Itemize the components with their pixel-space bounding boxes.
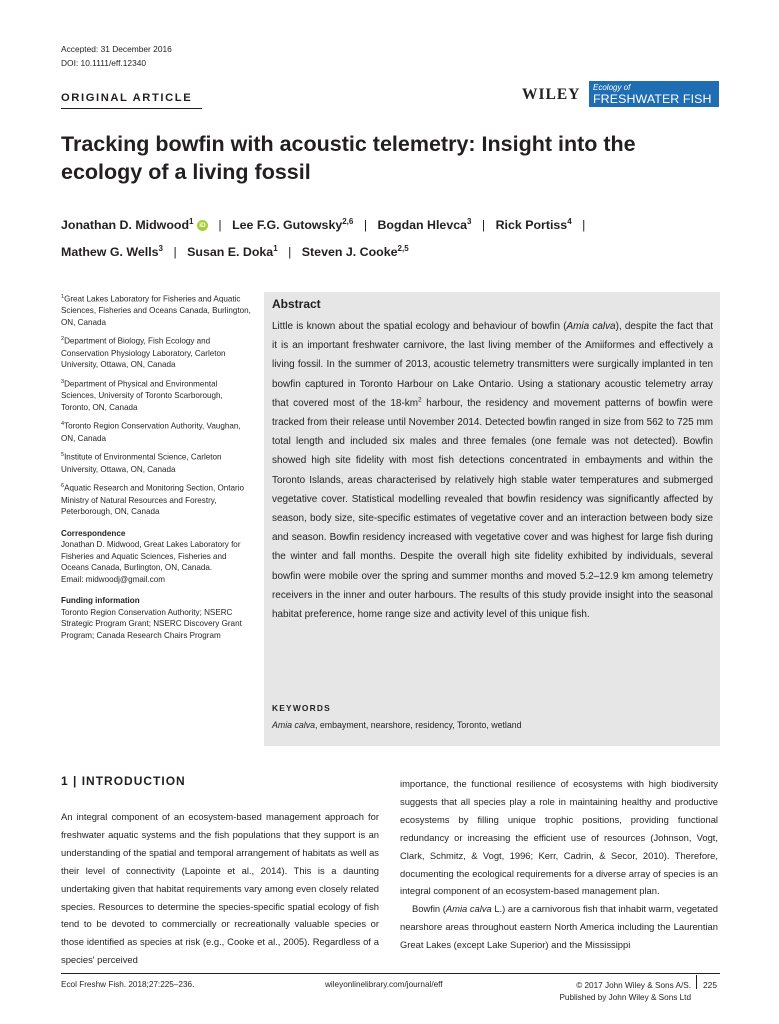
paragraph: importance, the functional resilience of ecosystems with high biodiversity suggests that all species play a role in maintaining healthy and productive ecosystems by filling unique trophic positions, providing functional redundancy or increasing the efficient use of resources (Johnson, Vogt, Clark, Schmitz, & Vogt, 1996; Kerr, Cadrin, & Secor, 2010). Therefore, documenting the ecological requirements for a diverse array of species is an integral component of an ecosystem-based management plan. xyxy=(400,778,718,897)
author-sup: 1 xyxy=(189,217,194,226)
affiliation xyxy=(61,377,251,413)
author-list xyxy=(61,210,741,264)
affiliation-sup: 1 xyxy=(61,294,65,300)
abstract-part: Little is known about the spatial ecology and behaviour of bowfin ( xyxy=(272,321,567,332)
author-sup: 3 xyxy=(467,217,472,226)
accepted-date: Accepted: 31 December 2016 xyxy=(61,44,172,54)
author-sup: 4 xyxy=(567,217,572,226)
article-title: Tracking bowfin with acoustic telemetry: Insight into the ecology of a living fossil xyxy=(61,132,636,184)
affiliation-text: Aquatic Research and Monitoring Section, Ontario Ministry of Natural Resources and Forestry, Peterborough, ON, Canada xyxy=(61,484,245,517)
article-type-underline xyxy=(61,108,202,109)
correspondence-text: Jonathan D. Midwood, Great Lakes Laboratory for Fisheries and Aquatic Sciences, Fisheries and Oceans Canada, Burlington, ON, Canada. xyxy=(61,540,241,573)
keywords-rest: , embayment, nearshore, residency, Toronto, wetland xyxy=(315,720,522,730)
journal-logo-big: FRESHWATER FISH xyxy=(593,92,712,106)
correspondence-heading: Correspondence xyxy=(61,528,126,538)
author-name[interactable]: Lee F.G. Gutowsky xyxy=(232,218,343,233)
abstract-box xyxy=(264,292,720,746)
keywords-heading: KEYWORDS xyxy=(272,703,331,713)
paragraph: An integral component of an ecosystem-based management approach for freshwater aquatic systems and the fish populations that they support is an understanding of the spatial and temporal arrangement of habitats as well as their level of connectivity (Lapointe et al., 2014). This is a daunting undertaking given that habitat requirements vary among even closely related species. Resources to determine the species-specific spatial ecology of fish tend to be devoted to commercially or recreationally valuable species or those identified as species at risk (e.g., Cooke et al., 2005). Regardless of a species' perceived xyxy=(61,811,379,966)
affiliation-sup: 2 xyxy=(61,336,65,343)
abstract-part: harbour, the residency and movement patterns of bowfin were tracked from their release until November 2014. Detected bowfin ranged in size from 562 to 725 mm total length and included six males and three females (one female was not detected). Bowfin showed high site fidelity with most fish detections concentrated in embayments and within the Toronto Islands, areas characterised by relatively high stable water temperatures and submerged vegetative cover. Statistical modelling revealed that bowfin residency was significantly affected by season, body size, site-specific estimates of vegetative cover and an interaction between body size and season. Bowfin residency increased with vegetative cover and was highest for large fish during the winter and fall months. Despite the overall high site fidelity exhibited by individuals, several bowfin were mobile over the spring and summer months and moved 5.2–12.9 km among telemetry receivers in the inner and outer harbours. The results of this study provide insight into the seasonal habitat preference, home range size and activity level of this unique fish. xyxy=(272,397,713,621)
funding-text: Toronto Region Conservation Authority; NSERC Strategic Program Grant; NSERC Discovery Grant Program; Canada Research Chairs Program xyxy=(61,607,242,640)
abstract-sup: 2 xyxy=(418,396,422,404)
author-separator: | xyxy=(288,245,292,260)
affiliation-text: Department of Physical and Environmental Sciences, University of Toronto Scarborough, Toronto, ON, Canada xyxy=(61,379,223,412)
author-separator: | xyxy=(363,218,368,233)
author-sup: 3 xyxy=(158,244,163,254)
footer-copyright xyxy=(549,980,691,1003)
keywords-text xyxy=(272,720,522,730)
paragraph-part: Bowfin ( xyxy=(412,903,446,915)
author-separator: | xyxy=(481,218,486,233)
author-name[interactable]: Steven J. Cooke xyxy=(301,245,398,260)
publisher-logo: WILEY xyxy=(522,86,581,103)
affiliation xyxy=(61,334,251,370)
section-heading-introduction: 1 | INTRODUCTION xyxy=(61,774,186,788)
page-number: 225 xyxy=(703,980,717,990)
affiliation-sup: 5 xyxy=(61,452,65,459)
abstract-heading: Abstract xyxy=(272,297,321,311)
correspondence-email[interactable]: Email: midwoodj@gmail.com xyxy=(61,574,166,584)
publisher-line: Published by John Wiley & Sons Ltd xyxy=(559,992,691,1002)
copyright-line: © 2017 John Wiley & Sons A/S. xyxy=(576,981,691,990)
author-name[interactable]: Bogdan Hlevca xyxy=(377,218,467,233)
doi: DOI: 10.1111/eff.12340 xyxy=(61,58,147,68)
journal-logo xyxy=(589,81,719,107)
body-column-1 xyxy=(61,808,379,969)
footer-divider xyxy=(696,975,697,989)
paragraph-species: Amia calva xyxy=(445,903,492,915)
footer-citation: Ecol Freshw Fish. 2018;27:225–236. xyxy=(61,980,195,989)
affiliation-text: Institute of Environmental Science, Carleton University, Ottawa, ON, Canada xyxy=(61,453,222,474)
author-name[interactable]: Susan E. Doka xyxy=(187,245,274,260)
author-separator: | xyxy=(582,218,586,233)
affiliation-text: Toronto Region Conservation Authority, Vaughan, ON, Canada xyxy=(61,422,241,443)
footer-url[interactable]: wileyonlinelibrary.com/journal/eff xyxy=(325,980,443,989)
paragraph xyxy=(400,900,718,954)
affiliation-text: Great Lakes Laboratory for Fisheries and Aquatic Sciences, Fisheries and Oceans Canada, Burlington, ON, Canada xyxy=(61,294,251,327)
affiliation xyxy=(61,450,251,475)
author-name[interactable]: Rick Portiss xyxy=(495,218,568,233)
author-sup: 2,5 xyxy=(397,244,409,254)
affiliation xyxy=(61,419,251,444)
author-sup: 1 xyxy=(273,244,278,254)
affiliation-text: Department of Biology, Fish Ecology and Conservation Physiology Laboratory, Carleton University, Ottawa, ON, Canada xyxy=(61,337,226,370)
affiliation-sup: 6 xyxy=(61,483,65,490)
abstract-species: Amia calva xyxy=(566,321,616,332)
journal-logo-small: Ecology of xyxy=(593,83,631,92)
author-separator: | xyxy=(218,218,222,233)
author-name[interactable]: Mathew G. Wells xyxy=(61,245,159,260)
author-separator: | xyxy=(173,245,177,260)
orcid-icon[interactable]: iD xyxy=(197,220,208,231)
funding-heading: Funding information xyxy=(61,596,140,606)
author-sup: 2,6 xyxy=(342,217,354,226)
affiliation-column xyxy=(61,292,251,647)
abstract-text xyxy=(272,317,713,624)
body-column-2 xyxy=(400,775,718,954)
affiliation xyxy=(61,292,251,328)
author-name[interactable]: Jonathan D. Midwood xyxy=(61,218,190,233)
affiliation xyxy=(61,481,251,517)
footer-rule xyxy=(61,973,720,974)
affiliation-sup: 4 xyxy=(61,421,65,428)
paragraph-part: L.) are a carnivorous fish that inhabit warm, vegetated nearshore areas throughout eastern North America including the Laurentian Great Lakes (except Lake Superior) and the Mississippi xyxy=(400,903,718,951)
keyword-species: Amia calva xyxy=(272,720,316,730)
abstract-part: ), despite the fact that it is an important freshwater carnivore, the last living member of the Amiiformes and effectively a living fossil. In the summer of 2013, acoustic telemetry transmitters were surgically implanted in ten bowfin captured in Toronto Harbour on Lake Ontario. Using a stationary acoustic telemetry array that covered most of the 18-km xyxy=(272,321,713,409)
affiliation-sup: 3 xyxy=(61,378,65,385)
article-type: ORIGINAL ARTICLE xyxy=(61,92,193,104)
